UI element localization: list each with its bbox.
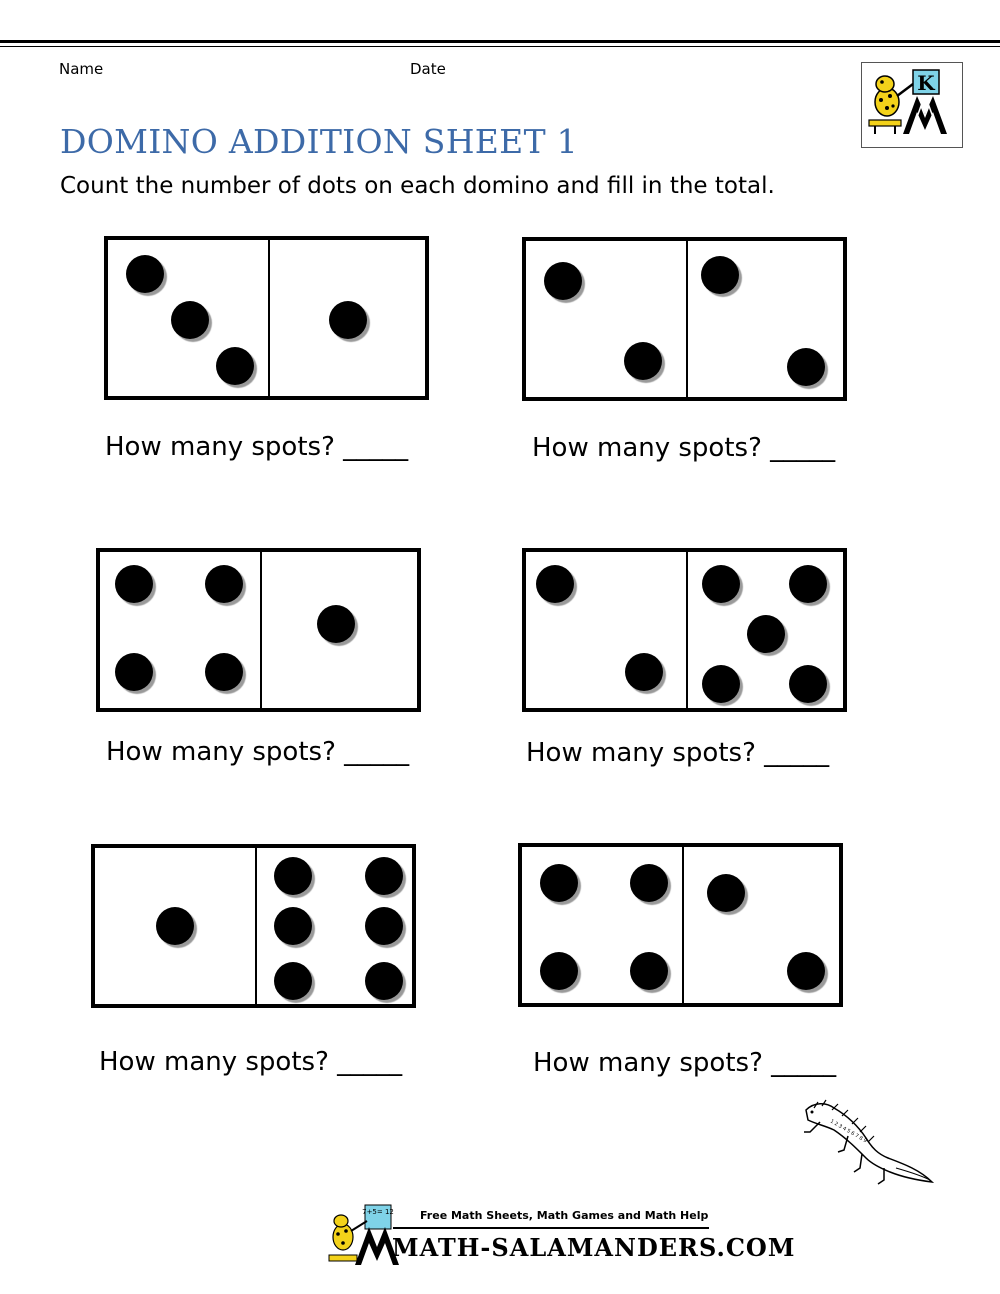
domino-spot <box>544 262 582 300</box>
footer-tagline: Free Math Sheets, Math Games and Math Help <box>420 1209 709 1222</box>
domino-spot <box>702 565 740 603</box>
domino-spot <box>329 301 367 339</box>
domino-divider <box>686 241 688 397</box>
question-1: How many spots? _____ <box>105 432 409 462</box>
domino-spot <box>789 665 827 703</box>
domino-spot <box>789 565 827 603</box>
domino-spot <box>702 665 740 703</box>
domino-divider <box>260 552 262 708</box>
salamander-illustration <box>800 1098 936 1188</box>
kindergarten-logo <box>861 62 963 148</box>
domino-spot <box>156 907 194 945</box>
domino-spot <box>205 565 243 603</box>
question-6: How many spots? _____ <box>533 1048 837 1078</box>
domino-spot <box>540 952 578 990</box>
name-label: Name <box>59 60 104 78</box>
top-rule-thick <box>0 40 1000 43</box>
domino-spot <box>787 348 825 386</box>
domino-spot <box>274 962 312 1000</box>
domino-spot <box>630 864 668 902</box>
domino-spot <box>205 653 243 691</box>
domino-spot <box>317 605 355 643</box>
domino-spot <box>747 615 785 653</box>
domino-spot <box>536 565 574 603</box>
domino-spot <box>540 864 578 902</box>
svg-text:1 2 3 4 5 6 7 8 9: 1 2 3 4 5 6 7 8 9 <box>829 1118 868 1145</box>
instructions: Count the number of dots on each domino and fill in the total. <box>60 173 775 199</box>
question-2: How many spots? _____ <box>532 433 836 463</box>
domino-3 <box>96 548 421 712</box>
domino-spot <box>115 565 153 603</box>
footer-badge-text: 7+5= 12 <box>362 1208 394 1216</box>
domino-spot <box>701 256 739 294</box>
domino-5 <box>91 844 416 1008</box>
domino-spot <box>625 653 663 691</box>
domino-spot <box>274 907 312 945</box>
domino-spot <box>365 857 403 895</box>
domino-spot <box>787 952 825 990</box>
domino-spot <box>624 342 662 380</box>
domino-spot <box>126 255 164 293</box>
question-3: How many spots? _____ <box>106 737 410 767</box>
domino-divider <box>255 848 257 1004</box>
domino-spot <box>365 907 403 945</box>
domino-spot <box>171 301 209 339</box>
domino-6 <box>518 843 843 1007</box>
domino-divider <box>268 240 270 396</box>
domino-divider <box>686 552 688 708</box>
top-rule-thin <box>0 46 1000 47</box>
date-label: Date <box>410 60 446 78</box>
domino-1 <box>104 236 429 400</box>
footer-site-name: MATH-SALAMANDERS.COM <box>392 1233 796 1262</box>
domino-spot <box>365 962 403 1000</box>
domino-spot <box>630 952 668 990</box>
page-title: DOMINO ADDITION SHEET 1 <box>60 122 578 161</box>
domino-spot <box>707 874 745 912</box>
domino-divider <box>682 847 684 1003</box>
domino-4 <box>522 548 847 712</box>
logo-letter: K <box>917 71 935 95</box>
domino-spot <box>216 347 254 385</box>
question-4: How many spots? _____ <box>526 738 830 768</box>
question-5: How many spots? _____ <box>99 1047 403 1077</box>
domino-spot <box>115 653 153 691</box>
domino-spot <box>274 857 312 895</box>
domino-2 <box>522 237 847 401</box>
